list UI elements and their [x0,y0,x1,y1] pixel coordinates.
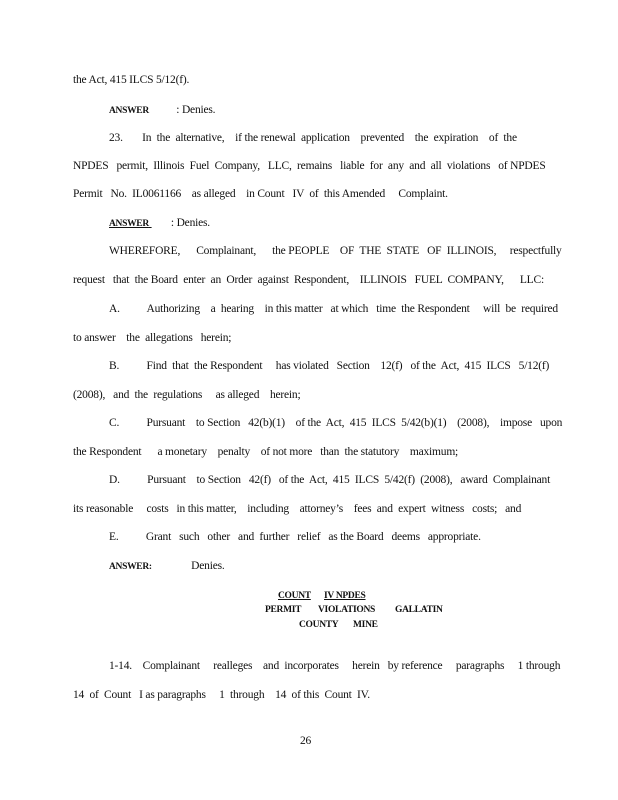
item-text: Pursuant to Section 42(b)(1) of the Act, 415 ILCS 5/42(b)(1) (2008), impose upon [146,417,563,429]
item-letter: A. [109,303,120,315]
paragraph-text: In the alternative, if the renewal application prevented the expiration of the [142,132,517,144]
heading-county: COUNTY [299,620,339,630]
paragraph-1-14-line-1: 1-14. Complainant realleges and incorporates herein by reference paragraphs 1 through [109,660,561,672]
page-number: 26 [300,735,312,747]
heading-mine: MINE [353,620,378,630]
answer-1 [109,103,215,118]
wherefore-line-2: request that the Board enter an Order against Respondent, ILLINOIS FUEL COMPANY, LLC: [73,274,544,286]
item-b-line-1 [109,359,549,373]
heading-iv-npdes: IV NPDES [324,591,366,601]
item-d-line-1 [109,473,550,487]
answer-3 [109,559,225,574]
item-letter: D. [109,474,120,486]
item-a-line-2: to answer the allegations herein; [73,332,232,344]
paragraph-23-line-3: Permit No. IL0061166 as alleged in Count IV of this Amended Complaint. [73,188,448,200]
item-c-line-1 [109,416,562,430]
answer-label: ANSWER [109,106,149,116]
item-b-line-2: (2008), and the regulations as alleged herein; [73,389,301,401]
answer-2 [109,216,210,231]
paragraph-number: 23. [109,132,123,144]
paragraph-1-14-line-2: 14 of Count I as paragraphs 1 through 14 of this Count IV. [73,689,370,701]
heading-permit: PERMIT [265,605,302,615]
answer-text: : Denies. [176,104,216,116]
paragraph-23-line-2: NPDES permit, Illinois Fuel Company, LLC, remains liable for any and all violations of NPDES [73,160,546,172]
continuation-line: the Act, 415 ILCS 5/12(f). [73,74,190,86]
paragraph-23-line-1 [109,131,517,145]
heading-violations: VIOLATIONS [318,605,376,615]
item-letter: E. [109,531,119,543]
heading-gallatin: GALLATIN [395,605,443,615]
item-letter: C. [109,417,120,429]
item-text: Pursuant to Section 42(f) of the Act, 415 ILCS 5/42(f) (2008), award Complainant [147,474,551,486]
item-text: Find that the Respondent has violated Section 12(f) of the Act, 415 ILCS 5/12(f) [146,360,550,372]
answer-label: ANSWER [109,219,149,229]
answer-text: Denies. [191,560,225,572]
item-a-line-1 [109,302,558,316]
answer-text: : Denies. [170,217,210,229]
heading-count: COUNT [278,591,311,601]
item-d-line-2: its reasonable costs in this matter, including attorney’s fees and expert witness costs; and [73,503,522,515]
item-text: Authorizing a hearing in this matter at which time the Respondent will be required [146,303,558,315]
item-text: Grant such other and further relief as the Board deems appropriate. [145,531,481,543]
item-letter: B. [109,360,120,372]
wherefore-line-1: WHEREFORE, Complainant, the PEOPLE OF THE STATE OF ILLINOIS, respectfully [109,245,562,257]
answer-label: ANSWER: [109,562,152,572]
item-e-line-1 [109,530,481,544]
item-c-line-2: the Respondent a monetary penalty of not more than the statutory maximum; [73,446,459,458]
